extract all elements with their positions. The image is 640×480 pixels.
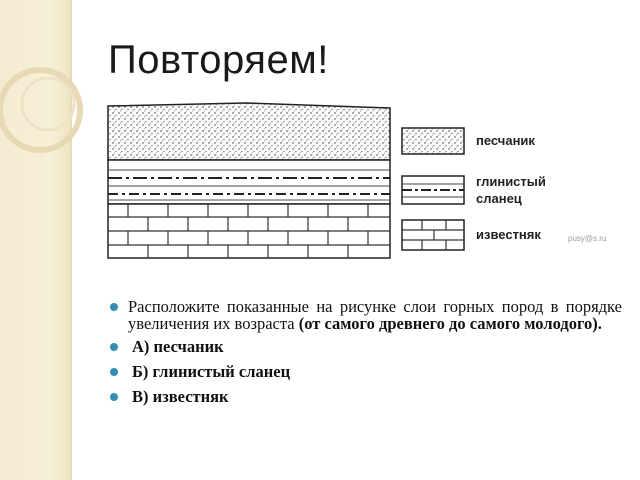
question-item [110,298,622,332]
question-emphasis: (от самого древнего до самого молодого). [298,314,602,333]
question-text [128,298,622,332]
legend-swatch-sandstone [402,128,464,154]
content-list [110,298,622,413]
question-main: Расположите показанные на рисунке слои горных пород в порядке увеличения их возраста [128,297,622,333]
legend-swatch-shale [402,176,464,204]
slide-title: Повторяем! [108,38,329,82]
legend-label-sandstone: песчаник [476,133,535,148]
bullet-icon [110,393,118,401]
option-text-a: А) песчаник [132,337,224,356]
option-item-b [110,363,622,382]
legend-label-shale [476,173,546,207]
rock-layers-diagram [106,100,626,270]
shale-layer [108,160,390,204]
sandstone-layer [108,103,390,160]
option-text-c: В) известняк [132,387,229,406]
option-item-a [110,338,622,357]
legend-label-limestone: известняк [476,227,541,242]
rock-layers-figure [106,100,626,270]
limestone-layer [108,204,390,258]
bullet-icon [110,343,118,351]
bullet-icon [110,368,118,376]
decorative-circles [0,40,100,180]
option-item-c [110,388,622,407]
legend-label-shale-line2: сланец [476,191,522,206]
legend-swatch-limestone [402,220,464,250]
image-credit: pusy@s.ru [568,234,607,243]
option-text-b: Б) глинистый сланец [132,362,291,381]
bullet-icon [110,303,118,311]
legend-label-shale-line1: глинистый [476,174,546,189]
